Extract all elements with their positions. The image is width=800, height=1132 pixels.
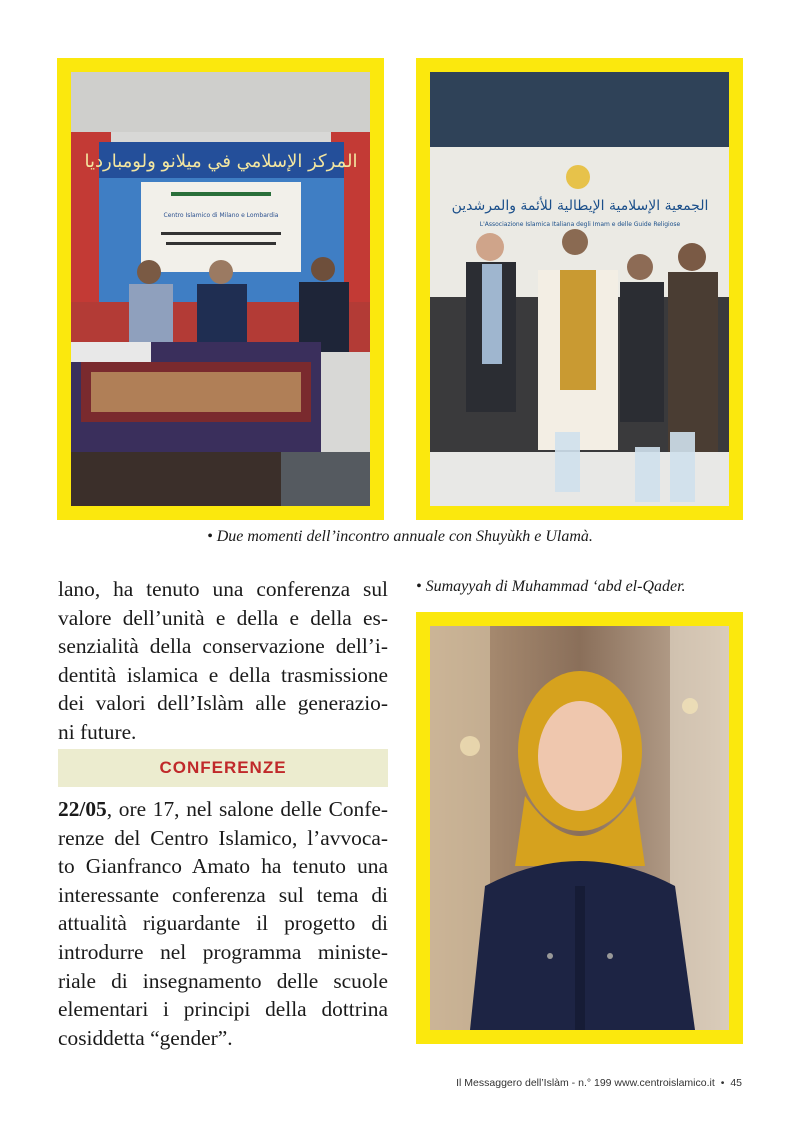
text-line: to Gianfranco Amato ha tenuto una: [58, 854, 388, 879]
text-line: dentità islamica e della trasmissione: [58, 662, 388, 687]
banner-arabic-text: المركز الإسلامي في ميلانو ولومبارديا: [84, 151, 358, 172]
photo-conference-table: [71, 72, 370, 506]
text-line: interessante conferenza sul tema di: [58, 882, 388, 907]
text-line: valore dell’unità e della e della es-: [58, 605, 388, 630]
paragraph-continuation: [58, 575, 388, 747]
text-line: dei valori dell’Islàm alle generazio-: [58, 691, 388, 716]
text-line: introdurre nel programma ministe-: [58, 939, 388, 964]
footer-publication: Il Messaggero dell’Islàm - n.° 199 www.centroislamico.it: [456, 1077, 715, 1089]
photo-portrait-woman: [430, 626, 729, 1030]
section-title: CONFERENZE: [159, 758, 287, 777]
photo-group-scholars: [430, 72, 729, 506]
photo-caption-top: • Due momenti dell’incontro annuale con Shuyùkh e Ulamà.: [207, 528, 593, 545]
text-line: elementari i principi della dottrina: [58, 997, 388, 1022]
banner-latin-text: L'Associazione Islamica Italiana degli Imam e delle Guide Religiose: [479, 221, 681, 228]
paragraph-conferenze: [58, 795, 388, 1052]
photo-frame-group: [416, 58, 743, 520]
photo-frame-conference: [57, 58, 384, 520]
footer-bullet: •: [720, 1077, 725, 1089]
text-line: renze del Centro Islamico, l’avvoca-: [58, 825, 388, 850]
text-line: cosiddetta “gender”.: [58, 1025, 233, 1050]
text-line: lano, ha tenuto una conferenza sul: [58, 577, 388, 601]
text-line-rest: , ore 17, nel salone delle Confe-: [106, 797, 388, 821]
photo-caption-portrait: • Sumayyah di Muhammad ‘abd el-Qader.: [416, 578, 686, 595]
section-heading-box: [58, 749, 388, 787]
page-footer: [453, 1077, 742, 1089]
page-number: 45: [730, 1077, 742, 1089]
banner-arabic-text: الجمعية الإسلامية الإيطالية للأئمة والمرشدين: [451, 198, 709, 214]
text-line: attualità riguardante il progetto di: [58, 911, 388, 936]
text-line: senzialità della conservazione dell’i-: [58, 634, 388, 659]
banner-latin-text: Centro Islamico di Milano e Lombardia: [163, 212, 279, 219]
text-line-first: [58, 795, 388, 824]
text-line: ni future.: [58, 719, 137, 744]
event-date: 22/05: [58, 797, 107, 821]
text-line: riale di insegnamento delle scuole: [58, 968, 388, 993]
photo-frame-portrait: [416, 612, 743, 1044]
